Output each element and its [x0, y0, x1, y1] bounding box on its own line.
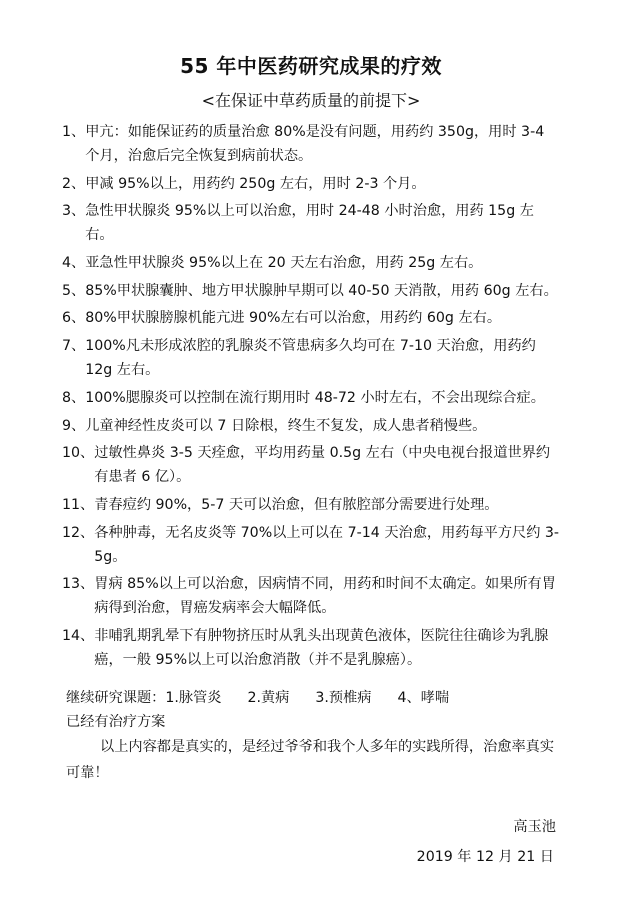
item-text: 甲亢：如能保证药的质量治愈 80%是没有问题，用药约 350g，用时 3-4 个月，治愈后完全恢复到病前状态。	[85, 124, 545, 164]
result-item	[62, 199, 562, 247]
research-label: 继续研究课题：	[66, 690, 166, 706]
item-text: 80%甲状腺膀腺机能亢进 90%左右可以治愈，用药约 60g 左右。	[85, 310, 502, 327]
item-text: 亚急性甲状腺炎 95%以上在 20 天左右治愈，用药 25g 左右。	[85, 255, 483, 272]
result-item	[62, 172, 562, 196]
item-number: 4、	[62, 255, 86, 272]
research-topics	[66, 686, 449, 710]
result-item	[62, 624, 562, 672]
item-text: 100%腮腺炎可以控制在流行期用时 48-72 小时左右，不会出现综合症。	[85, 389, 545, 406]
item-number: 6、	[62, 310, 86, 327]
result-item	[62, 120, 562, 168]
closing-statement: 以上内容都是真实的，是经过爷爷和我个人多年的实践所得，治愈率真实可靠！	[66, 739, 555, 781]
item-text: 胃病 85%以上可以治愈，因病情不同，用药和时间不太确定。如果所有胃病得到治愈，胃癌发病率会大幅降低。	[94, 576, 556, 617]
result-item	[62, 414, 562, 438]
result-item	[62, 306, 562, 330]
result-item	[62, 251, 562, 275]
item-text: 85%甲状腺囊肿、地方甲状腺肿早期可以 40-50 天消散，用药 60g 左右。	[85, 282, 558, 299]
item-number: 13、	[62, 576, 95, 593]
item-text: 甲减 95%以上，用药约 250g 左右，用时 2-3 个月。	[85, 175, 426, 192]
item-text: 100%凡未形成浓腔的乳腺炎不管患病多久均可在 7-10 天治愈，用药约 12g 左右。	[85, 338, 536, 379]
page-subtitle: <在保证中草药质量的前提下>	[201, 91, 421, 110]
item-number: 10、	[62, 445, 95, 462]
item-text: 急性甲状腺炎 95%以上可以治愈，用时 24-48 小时治愈，用药 15g 左右。	[85, 203, 534, 244]
research-topic: 1.脉管炎	[165, 690, 222, 706]
item-number: 14、	[62, 627, 95, 644]
result-item	[62, 572, 562, 620]
result-item	[62, 334, 562, 382]
research-topic: 3.预椎病	[315, 690, 372, 706]
author-signature: 高玉池	[513, 819, 556, 835]
item-number: 11、	[62, 496, 95, 513]
item-text: 过敏性鼻炎 3-5 天痊愈，平均用药量 0.5g 左右（中央电视台报道世界约有患者 6 亿）。	[94, 445, 551, 486]
results-list	[62, 120, 562, 676]
research-topic: 2.黄病	[247, 690, 290, 706]
item-text: 儿童神经性皮炎可以 7 日除根，终生不复发，成人患者稍慢些。	[85, 417, 487, 434]
result-item	[62, 441, 562, 489]
item-text: 非哺乳期乳晕下有肿物挤压时从乳头出现黄色液体，医院往往确诊为乳腺癌，一般 95%以上可以治愈消散（并不是乳腺癌）。	[94, 627, 549, 668]
item-number: 5、	[62, 282, 86, 299]
result-item	[62, 279, 562, 303]
result-item	[62, 493, 562, 517]
document-date: 2019 年 12 月 21 日	[416, 849, 554, 865]
item-number: 12、	[62, 524, 95, 541]
item-number: 7、	[62, 338, 86, 355]
plan-note: 已经有治疗方案	[66, 714, 166, 730]
page-title: 55 年中医药研究成果的疗效	[180, 54, 442, 78]
result-item	[62, 386, 562, 410]
item-text: 青春痘约 90%，5-7 天可以治愈，但有脓腔部分需要进行处理。	[94, 496, 499, 513]
item-number: 3、	[62, 203, 86, 220]
item-number: 8、	[62, 389, 86, 406]
item-text: 各种肿毒，无名皮炎等 70%以上可以在 7-14 天治愈，用药每平方尺约 3-5g。	[94, 524, 560, 565]
item-number: 9、	[62, 417, 86, 434]
result-item	[62, 521, 562, 569]
item-number: 1、	[62, 124, 86, 140]
research-topic: 4、哮喘	[397, 690, 450, 706]
item-number: 2、	[62, 175, 86, 192]
